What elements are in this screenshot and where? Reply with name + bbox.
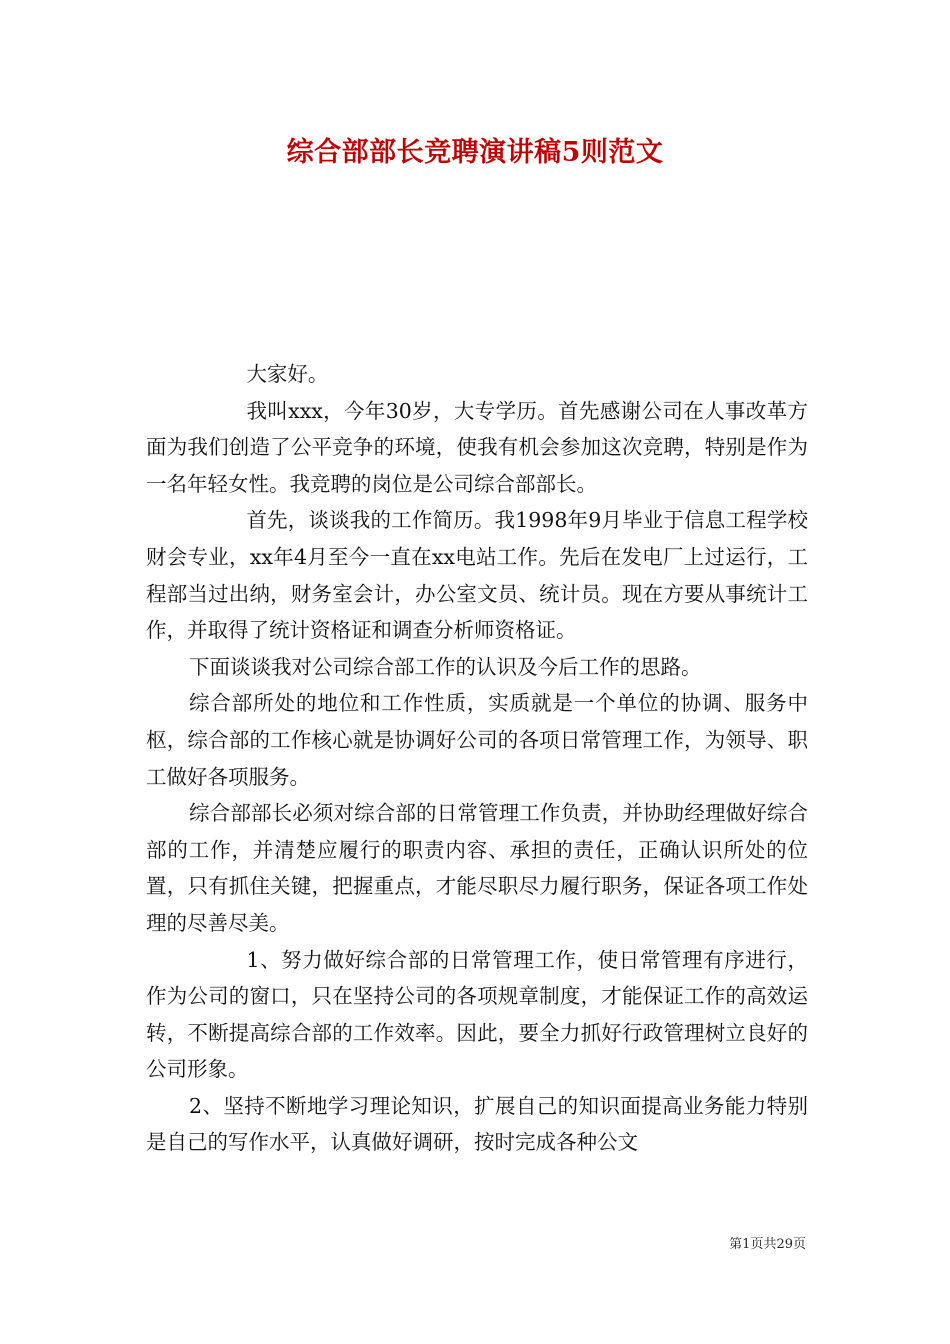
paragraph-work-history: 首先，谈谈我的工作简历。我1998年9月毕业于信息工程学校财会专业，xx年4月至今一直在xx电站工作。先后在发电厂上过运行，工程部当过出纳，财务室会计，办公室文员、统计员。现在方要从事统计工作，并取得了统计资格证和调查分析师资格证。 — [146, 508, 808, 643]
paragraph-director-duties: 综合部部长必须对综合部的日常管理工作负责，并协助经理做好综合部的工作，并清楚应履行的职责内容、承担的责任，正确认识所处的位置，只有抓住关键，把握重点，才能尽职尽力履行职务，保证各项工作处理的尽善尽美。 — [146, 801, 808, 935]
paragraph-introduction: 我叫xxx，今年30岁，大专学历。首先感谢公司在人事改革方面为我们创造了公平竞争的环境，使我有机会参加这次竞聘，特别是作为一名年轻女性。我竞聘的岗位是公司综合部部长。 — [146, 398, 808, 496]
document-title: 综合部部长竞聘演讲稿5则范文 — [286, 137, 664, 168]
paragraph-transition: 下面谈谈我对公司综合部工作的认识及今后工作的思路。 — [189, 654, 702, 679]
paragraph-greeting: 大家好。 — [246, 362, 329, 386]
paragraph-point-2: 2、坚持不断地学习理论知识，扩展自己的知识面提高业务能力特别是自己的写作水平，认真做好调研，按时完成各种公文 — [146, 1093, 808, 1155]
paragraph-department-role: 综合部所处的地位和工作性质，实质就是一个单位的协调、服务中枢，综合部的工作核心就是协调好公司的各项日常管理工作，为领导、职工做好各项服务。 — [146, 691, 808, 789]
document-body — [146, 356, 808, 1161]
paragraph-point-1: 1、努力做好综合部的日常管理工作，使日常管理有序进行，作为公司的窗口，只在坚持公司的各项规章制度，才能保证工作的高效运转，不断提高综合部的工作效率。因此，要全力抓好行政管理树立良好的公司形象。 — [146, 947, 808, 1082]
page-number: 第1页共29页 — [729, 1237, 806, 1252]
